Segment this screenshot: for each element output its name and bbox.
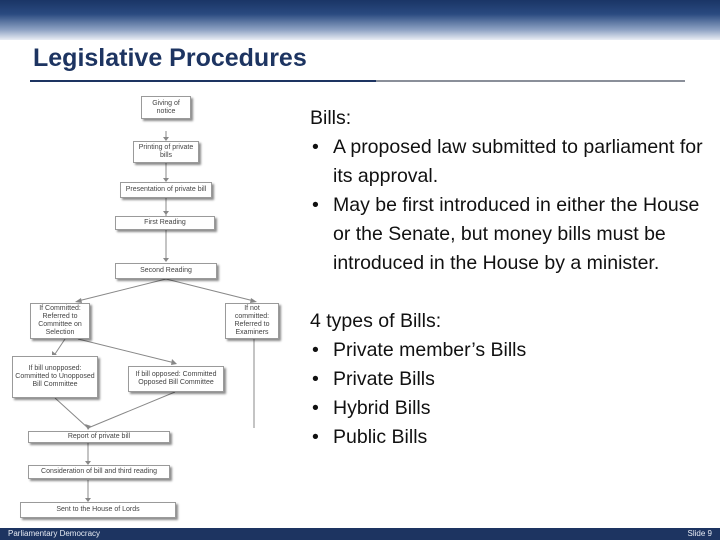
bullet-marker: •	[312, 136, 319, 158]
flow-step-giving-notice: Giving of notice	[141, 96, 191, 119]
flow-step-presentation: Presentation of private bill	[120, 182, 212, 198]
bullet-item	[310, 394, 710, 423]
type-private-members: Private member’s Bills	[333, 339, 527, 361]
flow-step-house-of-lords: Sent to the House of Lords	[20, 502, 176, 518]
type-private: Private Bills	[333, 368, 435, 390]
bullet-item	[310, 133, 710, 191]
flow-step-printing: Printing of private bills	[133, 141, 199, 163]
bullet-item	[310, 336, 710, 365]
types-heading: 4 types of Bills:	[310, 310, 442, 332]
bullet-item	[310, 423, 710, 452]
bullet-marker: •	[312, 368, 319, 390]
bullet-item	[310, 191, 710, 278]
type-public: Public Bills	[333, 426, 428, 448]
flow-step-not-committed: If not committed: Referred to Examiners	[225, 303, 279, 339]
bills-definition: A proposed law submitted to parliament for its approval.	[333, 136, 703, 187]
flow-step-committed: If Committed: Referred to Committee on Selection	[30, 303, 90, 339]
bullet-marker: •	[312, 339, 319, 361]
title-divider-accent	[376, 80, 685, 82]
footer-bar	[0, 528, 720, 540]
flow-step-first-reading: First Reading	[115, 216, 215, 230]
flow-step-report: Report of private bill	[28, 431, 170, 443]
page-title: Legislative Procedures	[33, 44, 307, 72]
flow-step-unopposed: If bill unopposed: Committed to Unopposed Bill Committee	[12, 356, 98, 398]
bills-heading: Bills:	[310, 107, 352, 129]
bills-introduction-rule: May be first introduced in either the House or the Senate, but money bills must be introduced in the House by a minister.	[333, 194, 700, 274]
flow-step-second-reading: Second Reading	[115, 263, 217, 279]
bullet-marker: •	[312, 426, 319, 448]
bullet-item	[310, 365, 710, 394]
header-band	[0, 0, 720, 40]
bullet-marker: •	[312, 397, 319, 419]
slide-number: Slide 9	[687, 529, 712, 538]
bullet-marker: •	[312, 194, 319, 216]
flow-step-opposed: If bill opposed: Committed Opposed Bill Committee	[128, 366, 224, 392]
legislative-flowchart	[0, 88, 300, 528]
flow-step-third-reading: Consideration of bill and third reading	[28, 465, 170, 479]
slide-body	[310, 104, 710, 452]
type-hybrid: Hybrid Bills	[333, 397, 431, 419]
footer-course-title: Parliamentary Democracy	[8, 529, 101, 538]
